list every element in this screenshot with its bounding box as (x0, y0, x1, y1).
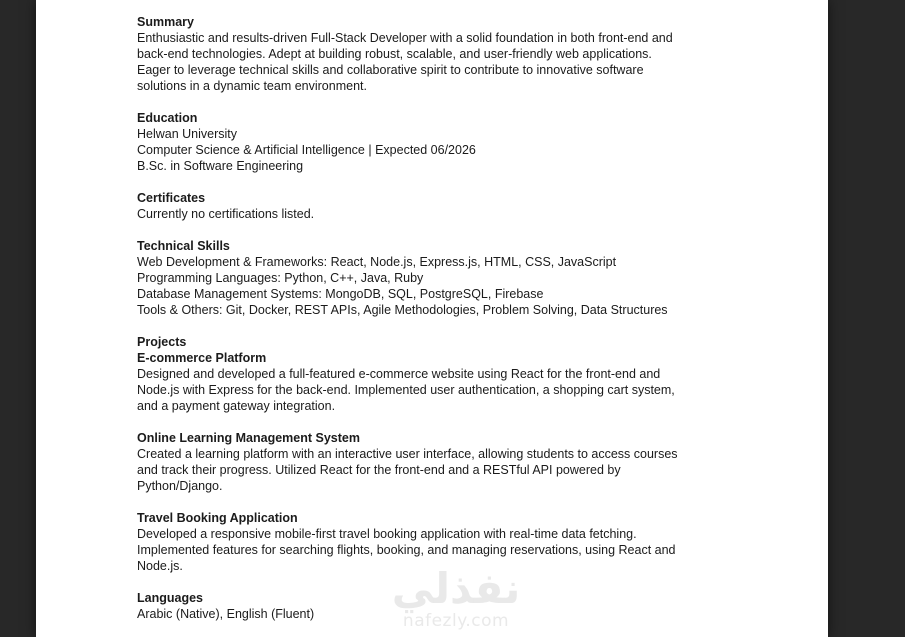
text-line: Database Management Systems: MongoDB, SQL, PostgreSQL, Firebase (137, 287, 544, 301)
section-heading: E-commerce Platform (137, 351, 267, 365)
resume-section (137, 334, 828, 414)
text-line: Designed and developed a full-featured e-commerce website using React for the front-end and (137, 367, 661, 381)
resume-section (137, 110, 828, 174)
text-line: and track their progress. Utilized React for the front-end and a RESTful API powered by (137, 463, 621, 477)
resume-section (137, 238, 828, 318)
text-line: Created a learning platform with an interactive user interface, allowing students to access courses (137, 447, 678, 461)
text-line: solutions in a dynamic team environment. (137, 79, 367, 93)
text-line: back-end technologies. Adept at building robust, scalable, and user-friendly web applications. (137, 47, 652, 61)
section-heading: Education (137, 111, 198, 125)
section-heading: Projects (137, 335, 187, 349)
text-line: Computer Science & Artificial Intelligence | Expected 06/2026 (137, 143, 476, 157)
text-line: Currently no certifications listed. (137, 207, 315, 221)
section-heading: Online Learning Management System (137, 431, 360, 445)
resume-section (137, 430, 828, 494)
watermark-site-url: nafezly.com (402, 611, 510, 631)
resume-section (137, 590, 828, 622)
text-line: Programming Languages: Python, C++, Java, Ruby (137, 271, 424, 285)
text-line: B.Sc. in Software Engineering (137, 159, 304, 173)
text-line: Developed a responsive mobile-first travel booking application with real-time data fetching. (137, 527, 637, 541)
text-line: Helwan University (137, 127, 238, 141)
text-line: Arabic (Native), English (Fluent) (137, 607, 315, 621)
text-line: Enthusiastic and results-driven Full-Stack Developer with a solid foundation in both front-end and (137, 31, 673, 45)
section-heading: Certificates (137, 191, 206, 205)
section-heading: Travel Booking Application (137, 511, 298, 525)
watermark-logo: نفذلي (391, 564, 521, 613)
text-line: Eager to leverage technical skills and collaborative spirit to contribute to innovative software (137, 63, 644, 77)
text-line: Implemented features for searching flights, booking, and managing reservations, using React and (137, 543, 676, 557)
text-line: Node.js with Express for the back-end. Implemented user authentication, a shopping cart system, (137, 383, 675, 397)
text-line: Python/Django. (137, 479, 223, 493)
resume-section (137, 14, 828, 94)
section-heading: Summary (137, 15, 194, 29)
text-line: Node.js. (137, 559, 183, 573)
document-page (36, 0, 828, 637)
text-line: and a payment gateway integration. (137, 399, 336, 413)
section-heading: Technical Skills (137, 239, 230, 253)
resume-content (36, 0, 828, 622)
section-heading: Languages (137, 591, 203, 605)
resume-section (137, 190, 828, 222)
text-line: Web Development & Frameworks: React, Node.js, Express.js, HTML, CSS, JavaScript (137, 255, 617, 269)
resume-section (137, 510, 828, 574)
text-line: Tools & Others: Git, Docker, REST APIs, Agile Methodologies, Problem Solving, Data Structures (137, 303, 668, 317)
